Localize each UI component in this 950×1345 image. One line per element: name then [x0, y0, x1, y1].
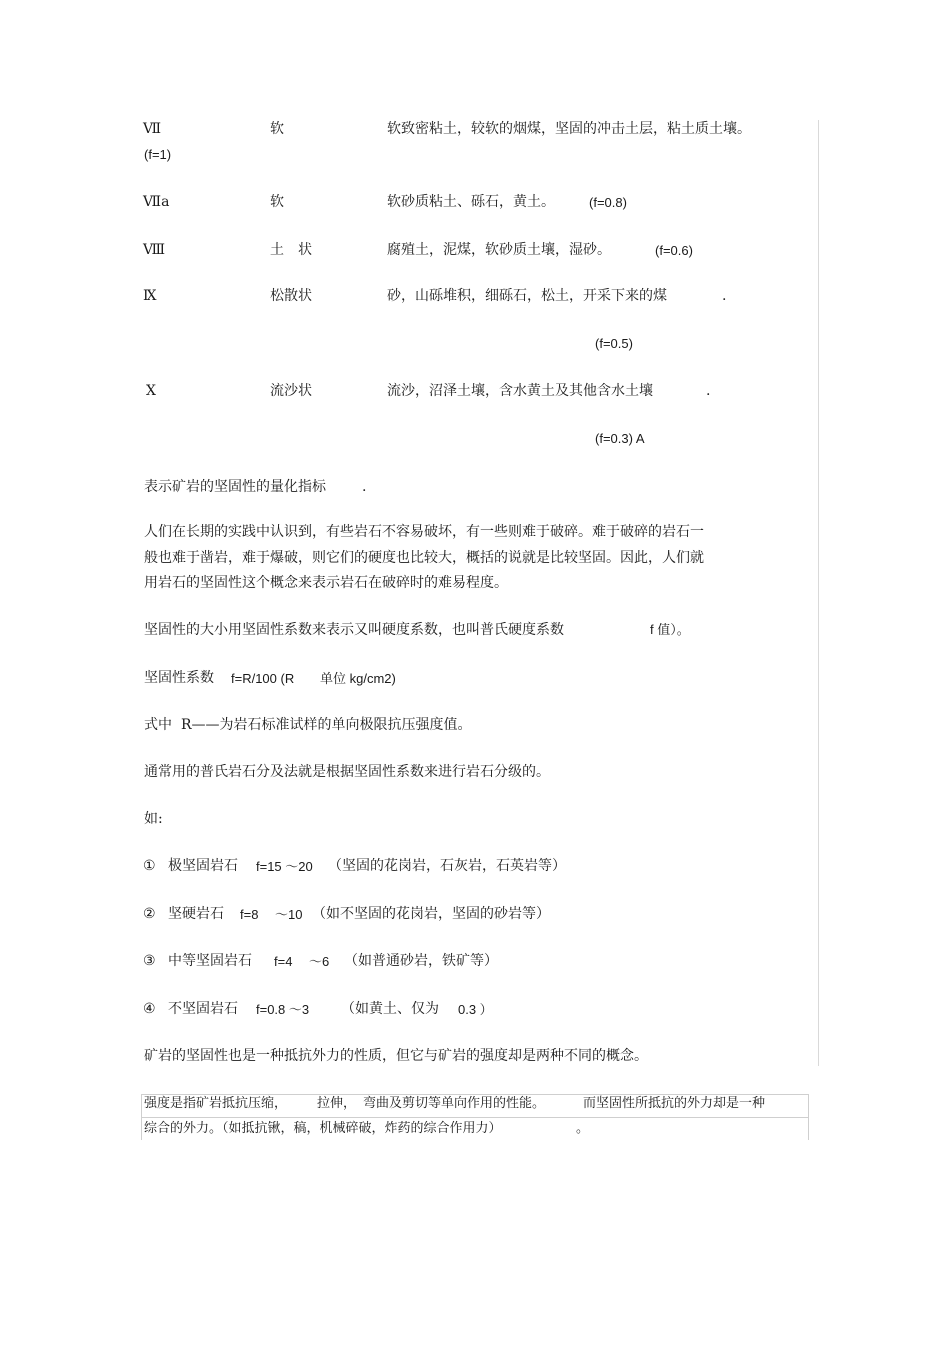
description-cell: 腐殖土，泥煤，软砂质土壤，湿砂。 — [387, 242, 611, 258]
box-text: 拉伸， — [317, 1096, 357, 1111]
hardness-text-tail: f 值）。 — [650, 622, 690, 637]
item-coefficient: f=15 ～20 — [256, 859, 313, 874]
box-text: 。 — [576, 1121, 590, 1136]
description-dot: . — [722, 288, 727, 304]
where-definition: R——为岩石标准试样的单向极限抗压强度值。 — [181, 717, 472, 733]
grade-cell: Ⅶa — [143, 194, 170, 210]
description-cell: 软致密粘土，较软的烟煤，坚固的冲击土层，粘土质土壤。 — [387, 121, 751, 137]
category-cell: 松散状 — [270, 288, 312, 304]
method-text: 通常用的普氏岩石分及法就是根据坚固性系数来进行岩石分级的。 — [144, 764, 550, 780]
formula-expression: f=R/100 (R — [231, 671, 295, 686]
grade-cell: Ⅸ — [143, 288, 157, 304]
description-cell: 流沙，沼泽土壤，含水黄土及其他含水土壤 — [387, 383, 653, 399]
item-note: （如黄土、仅为 — [341, 1001, 439, 1017]
coefficient-cell: (f=0.3) A — [595, 431, 645, 446]
coefficient-cell: (f=0.5) — [595, 336, 633, 351]
description-cell: 软砂质粘土、砾石，黄土。 — [387, 194, 555, 210]
coefficient-cell: (f=0.6) — [655, 243, 693, 258]
item-marker: ④ — [143, 1001, 156, 1017]
category-cell: 流沙状 — [270, 383, 312, 399]
coefficient-cell: (f=0.8) — [589, 195, 627, 210]
box-text: 弯曲及剪切等单向作用的性能。 — [363, 1096, 546, 1111]
item-coefficient: f=0.8 ～3 — [256, 1002, 310, 1017]
category-cell: 软 — [270, 121, 284, 137]
formula-label: 坚固性系数 — [144, 670, 214, 686]
item-marker: ① — [143, 858, 156, 874]
item-name: 极坚固岩石 — [168, 858, 238, 874]
hardness-text: 坚固性的大小用坚固性系数来表示又叫硬度系数，也叫普氏硬度系数 — [144, 622, 564, 638]
paragraph-line: 用岩石的坚固性这个概念来表示岩石在破碎时的难易程度。 — [144, 575, 508, 591]
description-cell: 砂，山砾堆积，细砾石，松土，开采下来的煤 — [387, 288, 667, 304]
paragraph-line: 般也难于凿岩，难于爆破，则它们的硬度也比较大，概括的说就是比较坚固。因此，人们就 — [144, 550, 704, 566]
page-border-line — [818, 120, 819, 1066]
item-coefficient: f=8 ～10 — [240, 907, 303, 922]
item-note: （如不坚固的花岗岩，坚固的砂岩等） — [312, 906, 550, 922]
description-dot: . — [706, 383, 711, 399]
paragraph-line: 人们在长期的实践中认识到，有些岩石不容易破坏，有一些则难于破碎。难于破碎的岩石一 — [144, 524, 704, 540]
grade-cell: Ⅶ — [143, 121, 162, 137]
grade-cell: Ⅷ — [143, 242, 166, 258]
example-label: 如: — [144, 811, 163, 827]
item-coefficient: f=4 ～6 — [274, 954, 330, 969]
section-heading: 表示矿岩的坚固性的量化指标 — [144, 479, 326, 495]
item-name: 坚硬岩石 — [168, 906, 224, 922]
box-text: 综合的外力。（如抵抗锹，稿，机械碎破，炸药的综合作用力） — [144, 1121, 502, 1136]
closing-text: 矿岩的坚固性也是一种抵抗外力的性质，但它与矿岩的强度却是两种不同的概念。 — [144, 1048, 648, 1064]
where-label: 式中 — [144, 717, 172, 733]
box-text: 而坚固性所抵抗的外力却是一种 — [583, 1096, 766, 1111]
item-note: （坚固的花岗岩，石灰岩，石英岩等） — [328, 858, 566, 874]
item-name: 不坚固岩石 — [168, 1001, 238, 1017]
box-text: 强度是指矿岩抵抗压缩， — [144, 1096, 288, 1111]
item-note-tail: 0.3 ） — [458, 1002, 493, 1017]
section-heading-dot: . — [362, 479, 367, 495]
category-cell: 土 状 — [270, 242, 312, 258]
item-marker: ③ — [143, 953, 156, 969]
formula-unit: 单位 kg/cm2) — [320, 671, 396, 686]
item-note: （如普通砂岩，铁矿等） — [344, 953, 498, 969]
coefficient-cell: (f=1) — [144, 147, 172, 162]
item-name: 中等坚固岩石 — [168, 953, 252, 969]
item-marker: ② — [143, 906, 156, 922]
category-cell: 软 — [270, 194, 284, 210]
grade-cell: Ⅹ — [146, 383, 156, 399]
